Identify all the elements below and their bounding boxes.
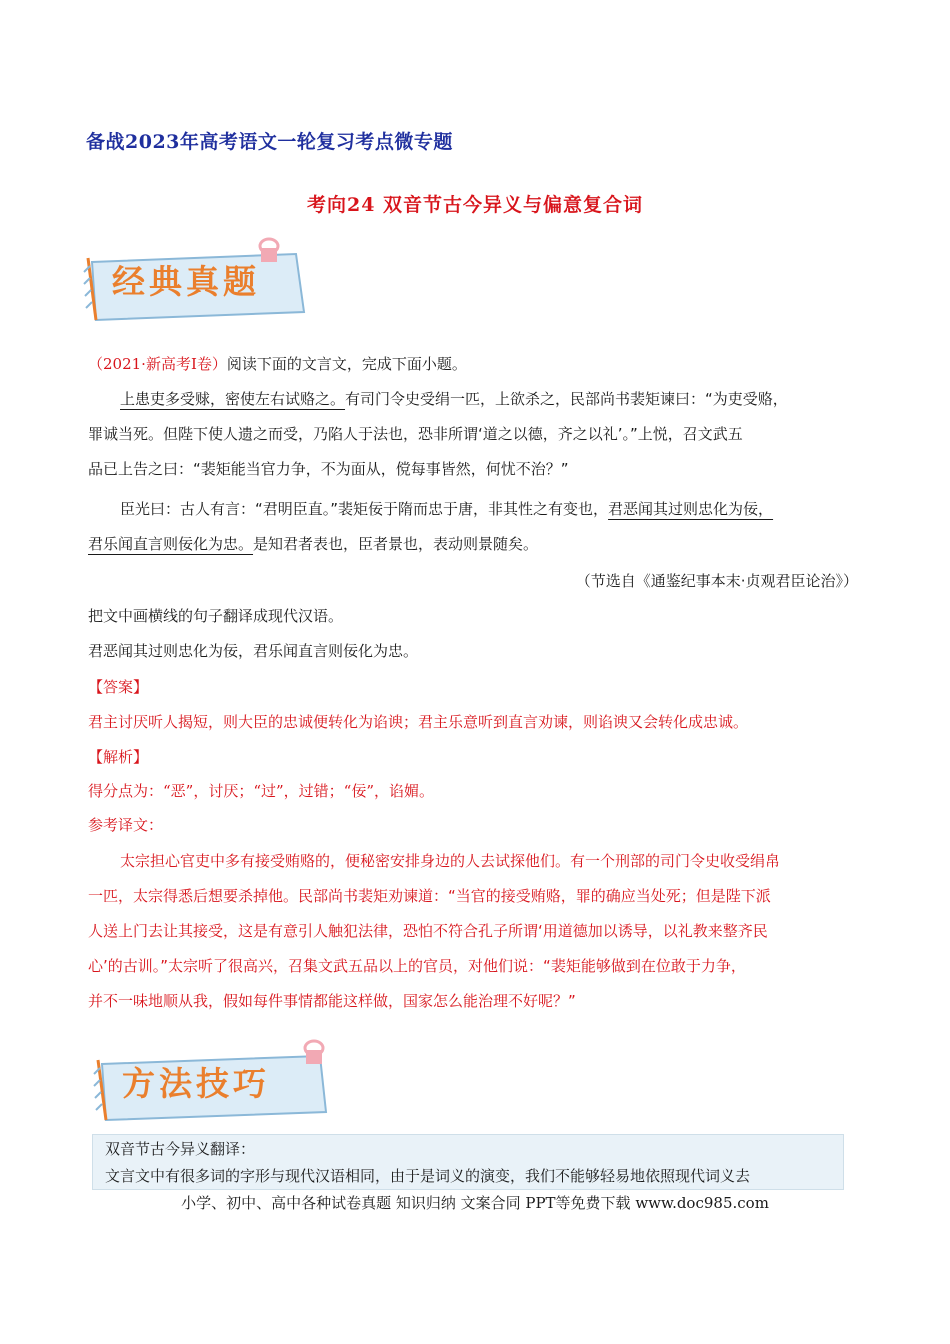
passage-text: 是知君者表也，臣者景也，表动则景随矣。: [253, 535, 539, 553]
method-text: 文言文中有很多词的字形与现代汉语相同，由于是词义的演变，我们不能够轻易地依照现代词义去: [105, 1167, 751, 1185]
question-task: 把文中画横线的句子翻译成现代汉语。: [88, 607, 344, 625]
passage-line: [120, 381, 788, 417]
translation-line: 人送上门去让其接受，这是有意引人触犯法律，恐怕不符合孔子所谓‘用道德加以诱导，以礼教来整齐民: [88, 922, 768, 940]
document-title: 考向24 双音节古今异义与偏意复合词: [306, 194, 644, 216]
passage-line: [120, 491, 773, 527]
question-prompt: 阅读下面的文言文，完成下面小题。: [226, 355, 467, 373]
translation-line: 太宗担心官吏中多有接受贿赂的，便秘密安排身边的人去试探他们。有一个刑部的司门令史收受绢帛: [120, 852, 781, 870]
passage-line: 罪诚当死。但陛下使人遗之而受，乃陷人于法也，恐非所谓‘道之以德，齐之以礼’。”上悦，召文武五: [88, 425, 743, 443]
passage-text: 有司门令史受绢一匹，上欲杀之，民部尚书裴矩谏曰：“为吏受赂，: [345, 390, 788, 408]
question-intro: [88, 346, 467, 382]
translation-line: 心’的古训。”太宗听了很高兴，召集文武五品以上的官员，对他们说：“裴矩能够做到在位敢于力争，: [88, 957, 746, 975]
underlined-sentence: 君乐闻直言则佞化为忠。: [88, 535, 254, 553]
footer-text: 小学、初中、高中各种试卷真题 知识归纳 文案合同 PPT等免费下载 www.doc985.com: [181, 1194, 769, 1212]
method-tips-banner: [92, 1038, 322, 1126]
translation-label: 参考译文：: [88, 816, 164, 834]
translation-line: 并不一味地顺从我，假如每件事情都能这样做，国家怎么能治理不好呢？”: [88, 992, 576, 1010]
answer-text: 君主讨厌听人揭短，则大臣的忠诚便转化为谄谀；君主乐意听到直言劝谏，则谄谀又会转化成忠诚。: [88, 713, 749, 731]
underlined-sentence: 君恶闻其过则忠化为佞，: [608, 500, 774, 518]
method-tips-label: 方法技巧: [122, 1064, 270, 1103]
passage-line: 品已上告之曰：“裴矩能当官力争，不为面从，傥每事皆然，何忧不治？”: [88, 460, 569, 478]
underlined-sentence: 上患吏多受赇，密使左右试赂之。: [120, 390, 346, 408]
analysis-label: 【解析】: [88, 748, 149, 766]
method-box: [92, 1134, 844, 1190]
passage-line: [88, 526, 538, 562]
passage-citation: （节选自《通鉴纪事本末·贞观君臣论治》）: [575, 572, 858, 590]
question-source: （2021·新高考Ⅰ卷）: [88, 355, 227, 373]
scoring-points: 得分点为：“恶”，讨厌；“过”，过错；“佞”，谄媚。: [88, 782, 435, 800]
series-title: 备战2023年高考语文一轮复习考点微专题: [86, 131, 453, 153]
method-heading: 双音节古今异义翻译：: [105, 1140, 256, 1158]
classic-questions-banner: [82, 236, 312, 324]
target-sentence: 君恶闻其过则忠化为佞，君乐闻直言则佞化为忠。: [88, 642, 419, 660]
passage-text: 臣光曰：古人有言：“君明臣直。”裴矩佞于隋而忠于唐，非其性之有变也，: [120, 500, 609, 518]
answer-label: 【答案】: [88, 678, 149, 696]
translation-line: 一匹，太宗得悉后想要杀掉他。民部尚书裴矩劝谏道：“当官的接受贿赂，罪的确应当处死；但是陛下派: [88, 887, 771, 905]
classic-questions-label: 经典真题: [112, 262, 260, 301]
